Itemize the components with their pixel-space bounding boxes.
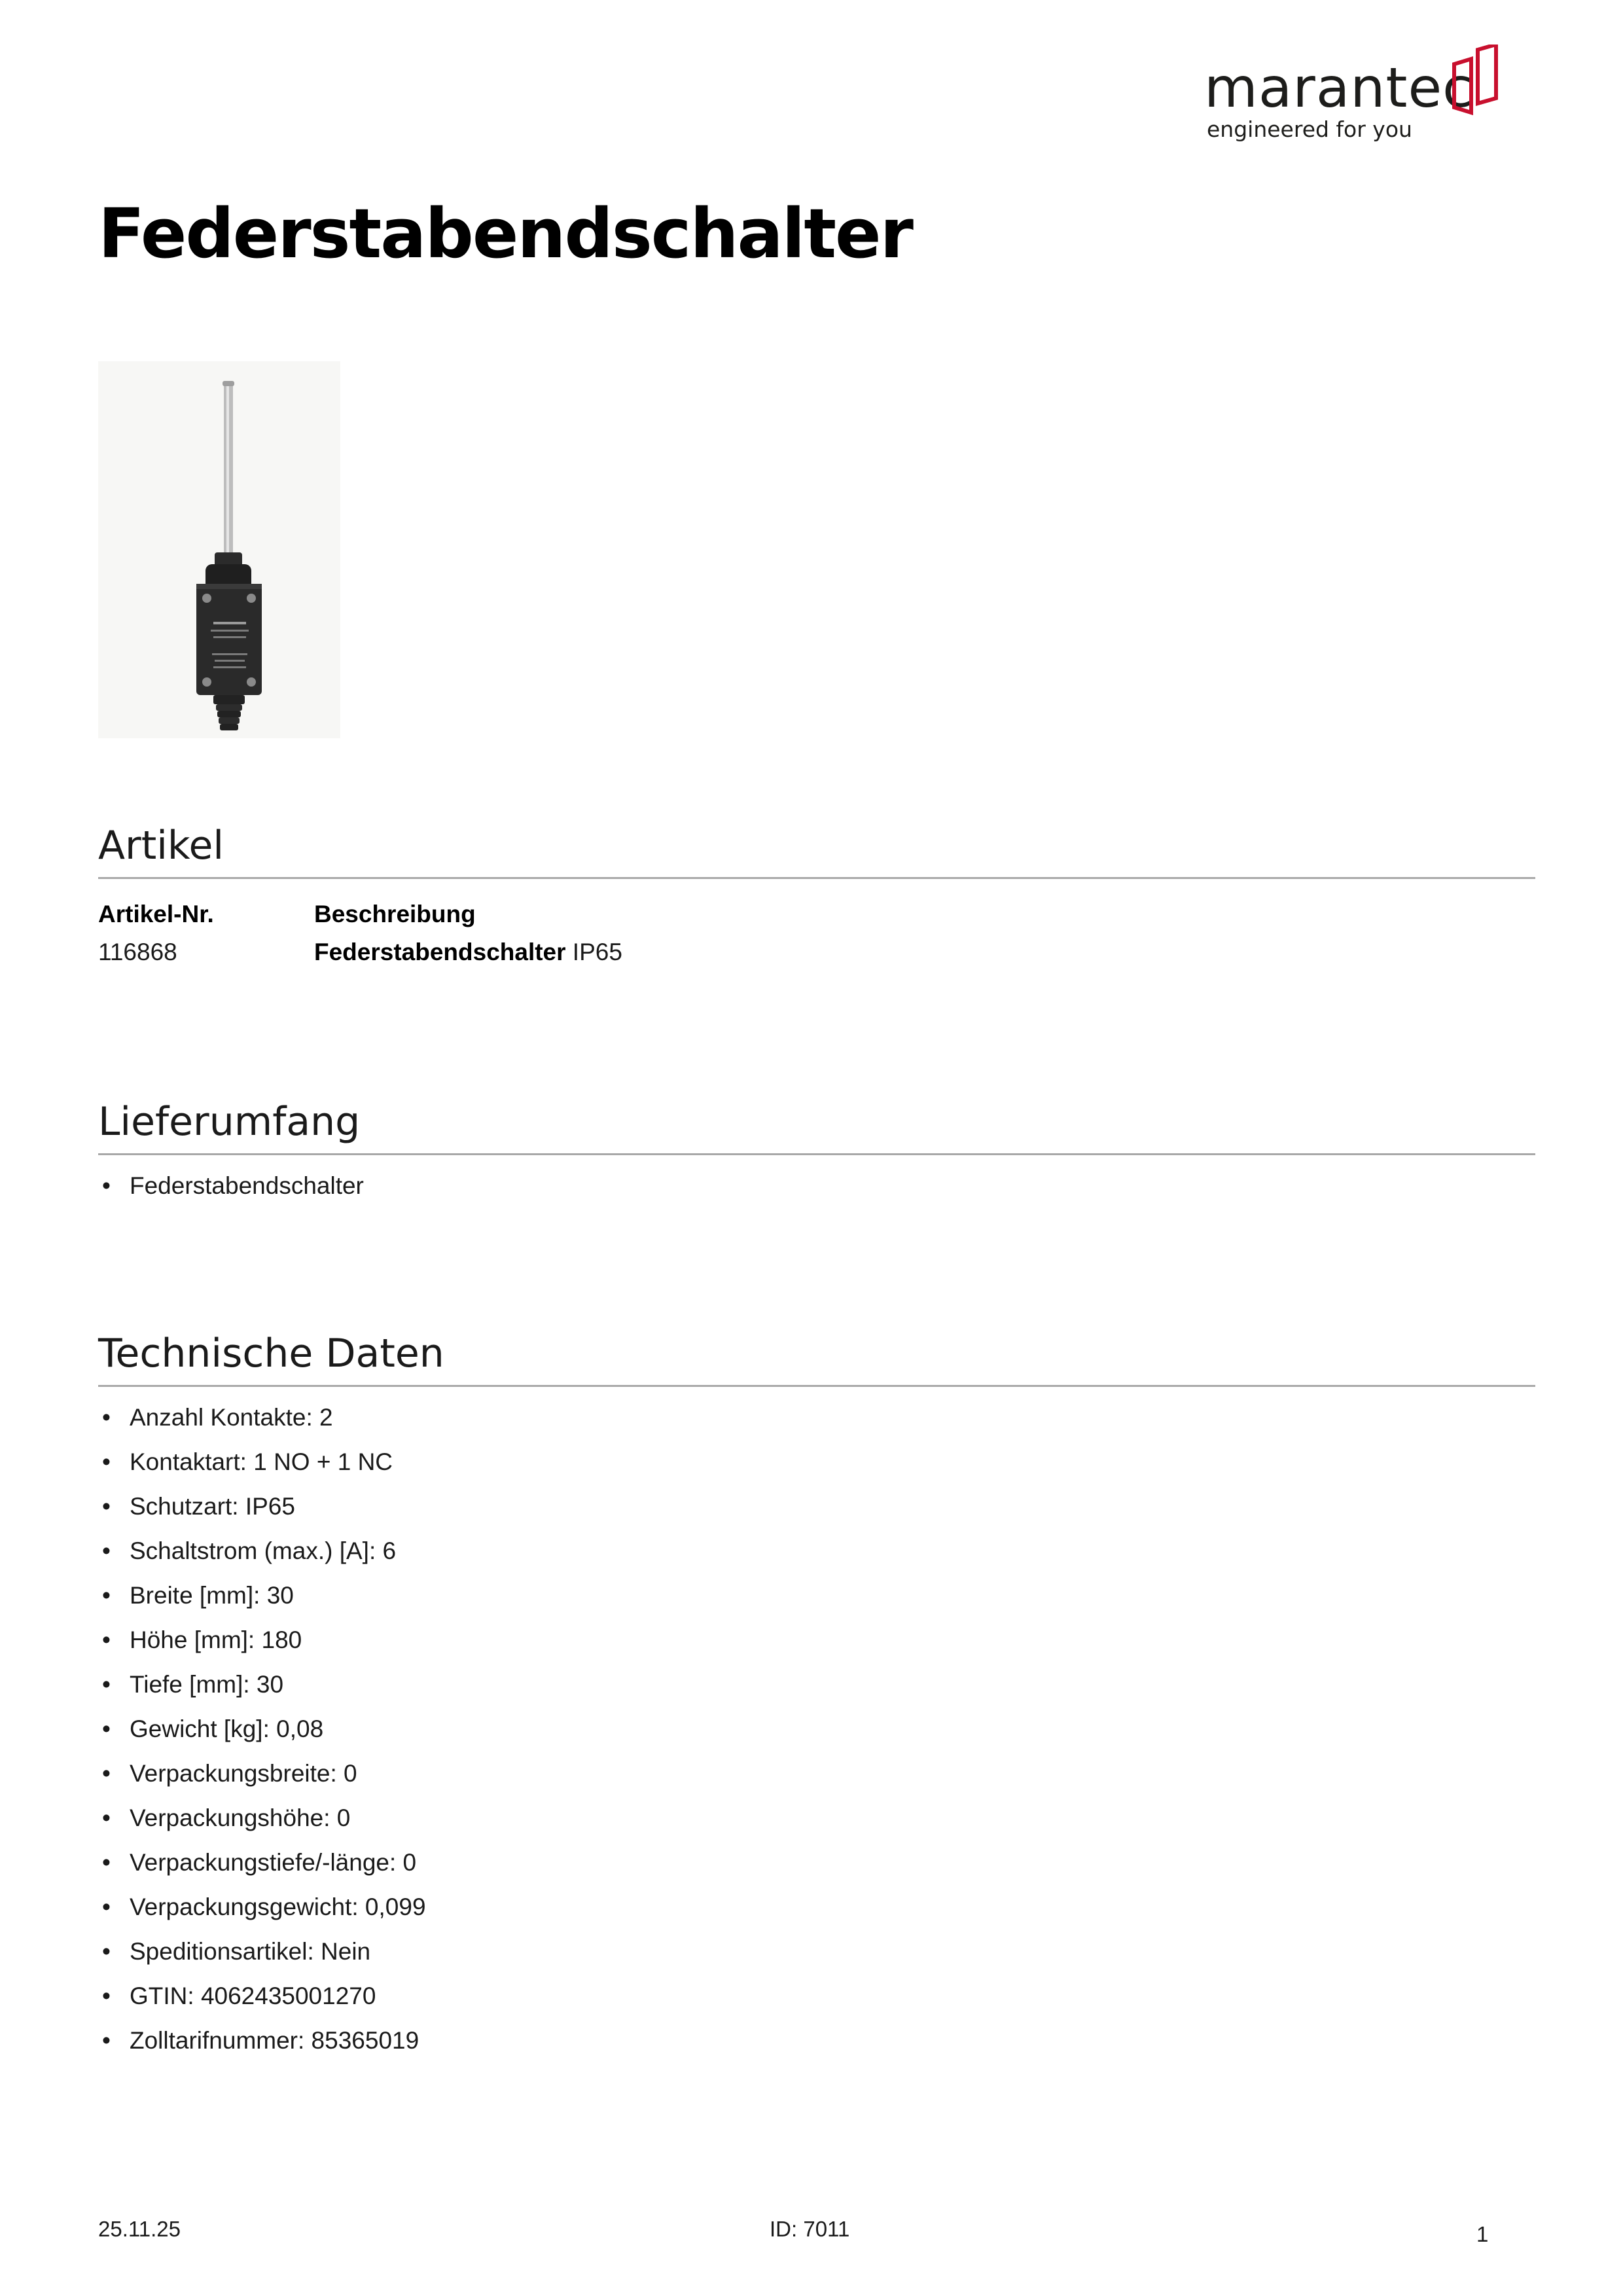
technische-daten-heading: Technische Daten: [98, 1331, 444, 1376]
article-table: [98, 895, 1014, 971]
column-header-beschreibung: Beschreibung: [314, 901, 476, 927]
bullet-icon: •: [102, 1982, 111, 2009]
brand-name: marantec: [1204, 56, 1474, 120]
beschreibung-value: [314, 933, 622, 971]
page-title: Federstabendschalter: [98, 194, 912, 274]
bullet-icon: •: [102, 1448, 111, 1475]
bullet-icon: •: [102, 1582, 111, 1609]
table-row: [98, 933, 1014, 971]
artikel-nr-value: 116868: [98, 939, 177, 965]
beschreibung-bold: Federstabendschalter: [314, 939, 566, 965]
footer-date: 25.11.25: [98, 2217, 181, 2241]
artikel-heading: Artikel: [98, 823, 224, 869]
beschreibung-rest: IP65: [565, 939, 622, 965]
bullet-icon: •: [102, 1938, 111, 1965]
bullet-icon: •: [102, 1404, 111, 1431]
bullet-icon: •: [102, 1760, 111, 1787]
list-item: • Breite [mm]: 30: [98, 1573, 426, 1618]
list-item: • Kontaktart: 1 NO + 1 NC: [98, 1440, 426, 1484]
marantec-logo: [1204, 43, 1505, 148]
bullet-icon: •: [102, 1537, 111, 1564]
list-item: • Federstabendschalter: [98, 1164, 364, 1208]
lieferumfang-list: [98, 1164, 364, 1208]
bullet-icon: •: [102, 1626, 111, 1653]
lieferumfang-divider: [98, 1153, 1535, 1155]
list-item: • Anzahl Kontakte: 2: [98, 1395, 426, 1440]
artikel-divider: [98, 877, 1535, 879]
list-item: • Schaltstrom (max.) [A]: 6: [98, 1529, 426, 1573]
bullet-icon: •: [102, 1849, 111, 1876]
technische-daten-divider: [98, 1385, 1535, 1387]
bullet-icon: •: [102, 1493, 111, 1520]
list-item: • Verpackungshöhe: 0: [98, 1796, 426, 1840]
technische-daten-list: [98, 1395, 426, 2063]
list-item: • Höhe [mm]: 180: [98, 1618, 426, 1662]
list-item: • Verpackungsgewicht: 0,099: [98, 1885, 426, 1929]
list-item: • Tiefe [mm]: 30: [98, 1662, 426, 1707]
column-header-artikel-nr: Artikel-Nr.: [98, 901, 214, 927]
bullet-icon: •: [102, 1893, 111, 1920]
door-logo-icon: [1452, 45, 1499, 115]
bullet-icon: •: [102, 1804, 111, 1831]
list-item: • Gewicht [kg]: 0,08: [98, 1707, 426, 1751]
list-item: • Schutzart: IP65: [98, 1484, 426, 1529]
bullet-icon: •: [102, 1172, 111, 1199]
list-item: • GTIN: 4062435001270: [98, 1974, 426, 2018]
article-table-header: [98, 895, 1014, 933]
bullet-icon: •: [102, 1715, 111, 1742]
bullet-icon: •: [102, 1671, 111, 1698]
list-item: • Verpackungstiefe/-länge: 0: [98, 1840, 426, 1885]
bullet-icon: •: [102, 2027, 111, 2054]
brand-tagline: engineered for you: [1207, 117, 1412, 142]
list-item: • Verpackungsbreite: 0: [98, 1751, 426, 1796]
footer-page-number: 1: [1476, 2222, 1489, 2246]
footer-id: ID: 7011: [770, 2217, 850, 2241]
lieferumfang-heading: Lieferumfang: [98, 1099, 361, 1145]
list-item: • Zolltarifnummer: 85365019: [98, 2018, 426, 2063]
list-item: • Speditionsartikel: Nein: [98, 1929, 426, 1974]
limit-switch-photo-icon: [98, 361, 340, 738]
product-image: [98, 361, 340, 738]
